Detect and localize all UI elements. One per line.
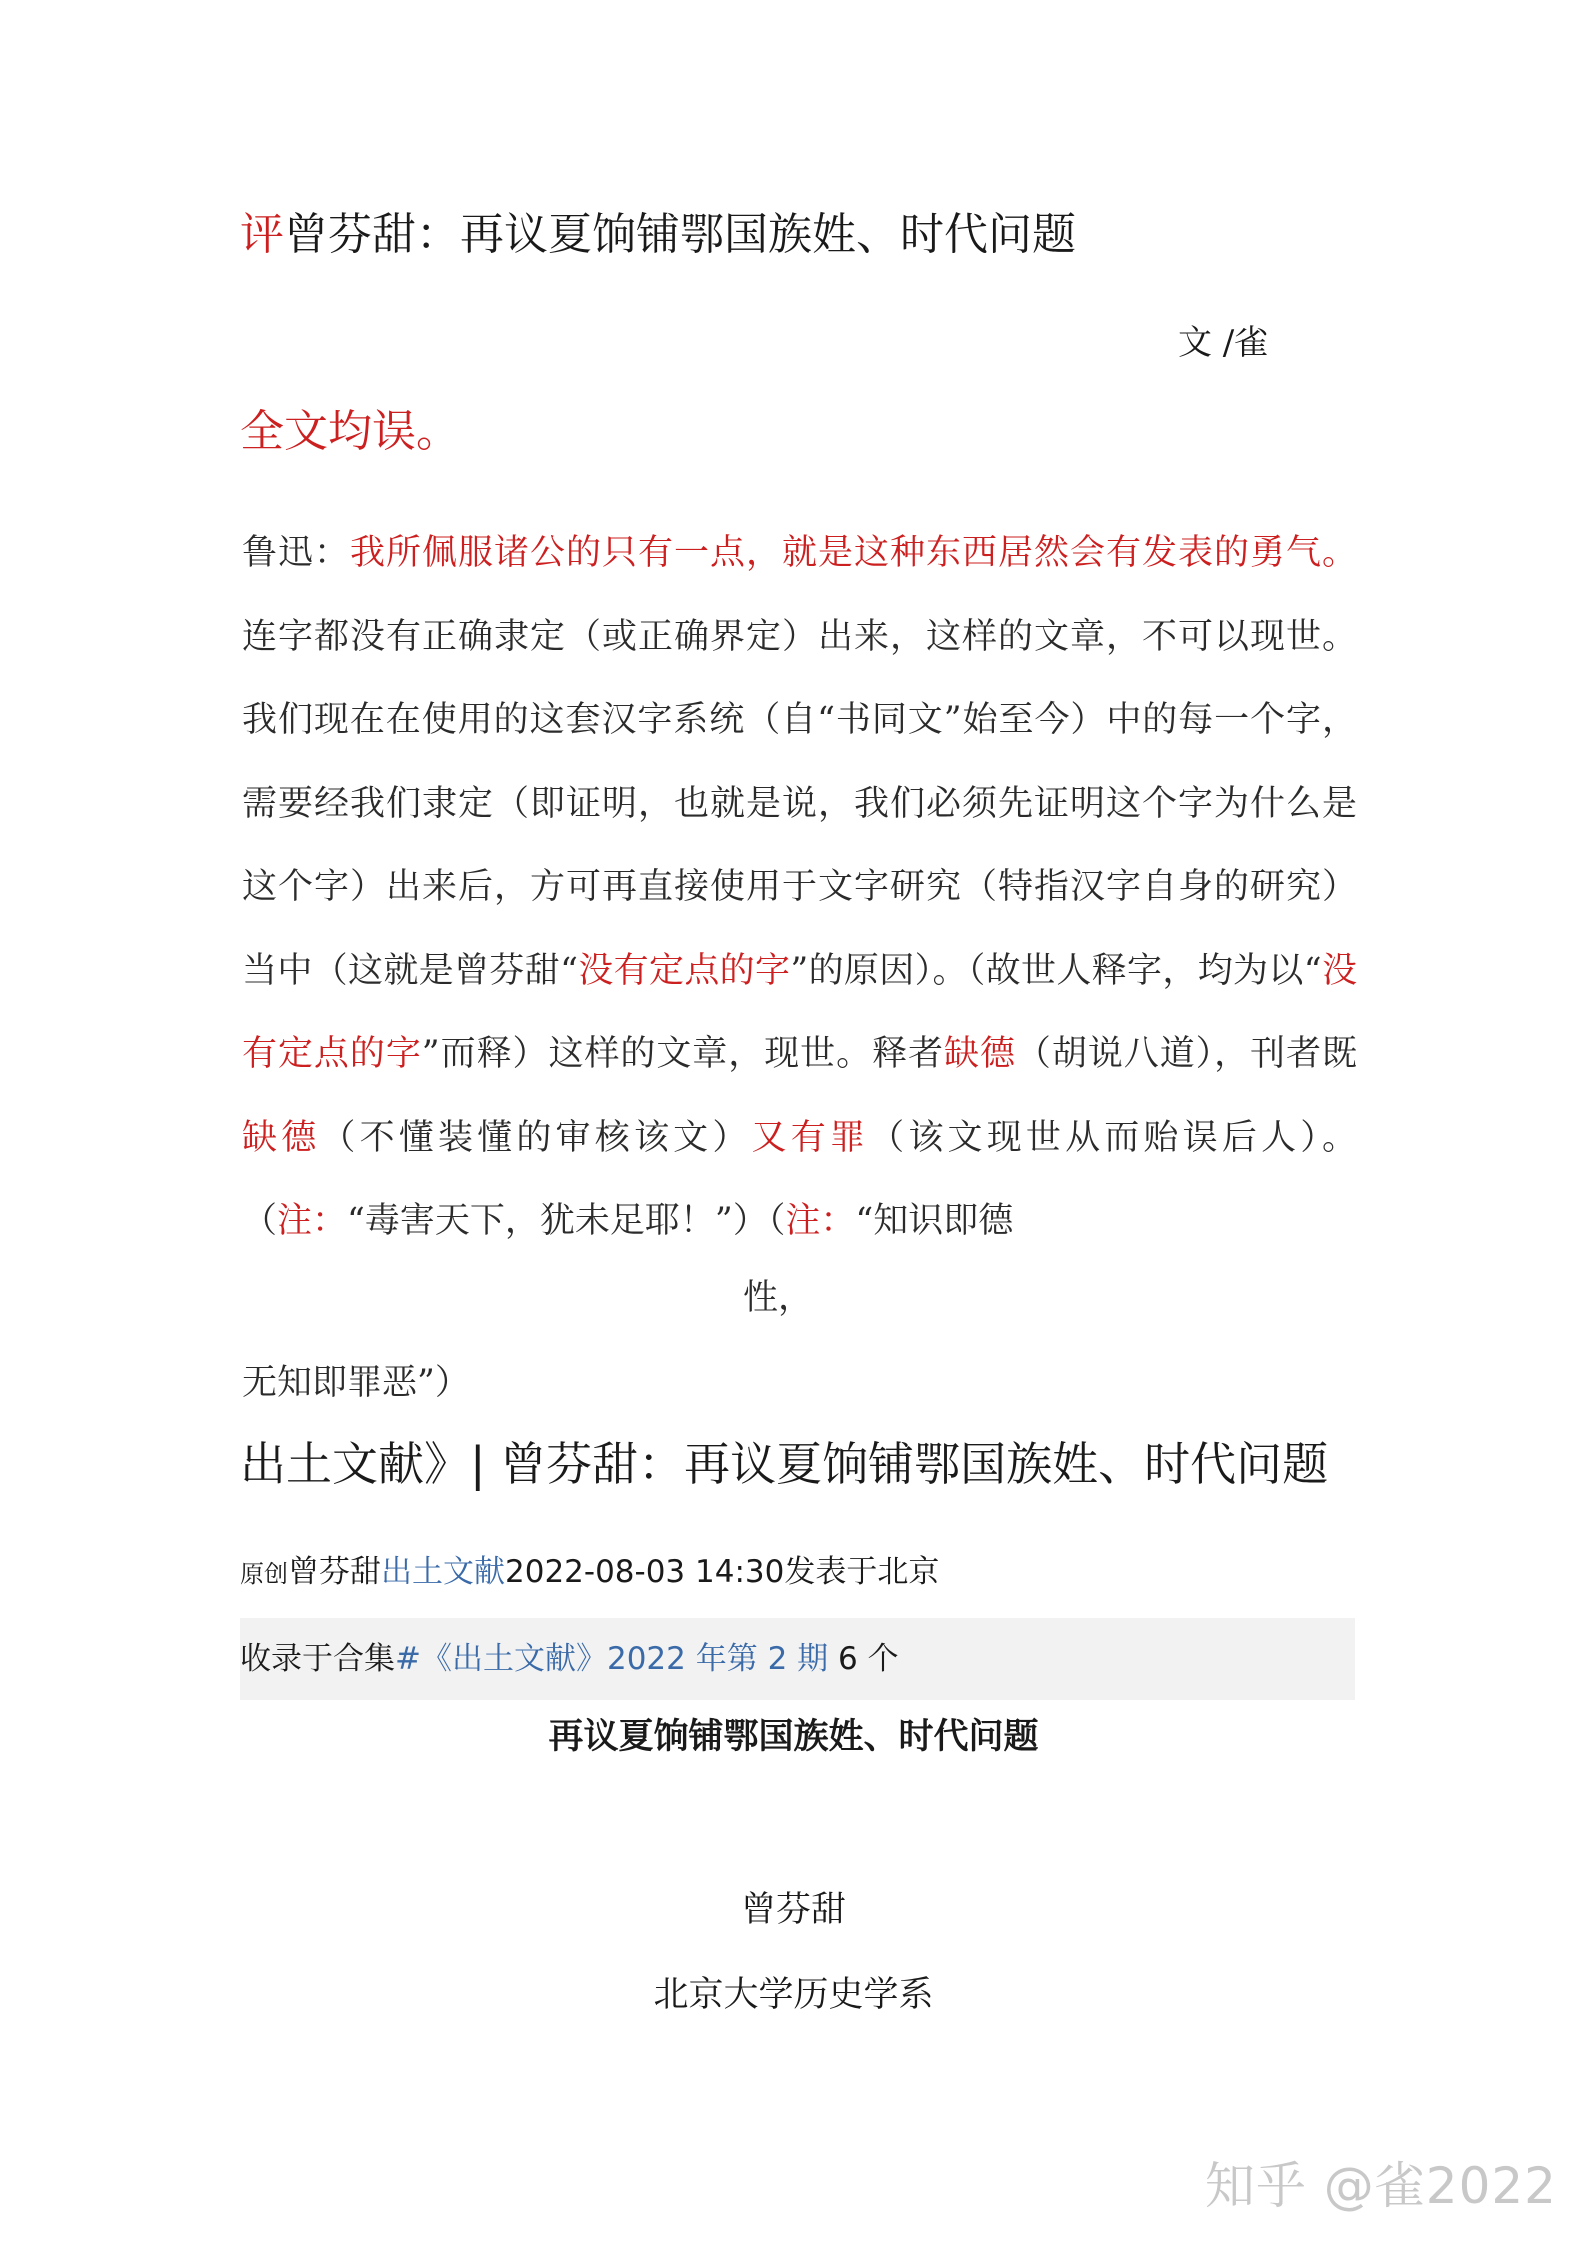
body-segment: （该文现世从而贻误后人）。（ [242,1117,1357,1241]
article-title: 出土文献》| 曾芬甜：再议夏饷铺鄂国族姓、时代问题 [240,1437,1329,1491]
review-title-prefix: 评 [240,209,284,260]
body-last-line: 性， [742,1278,813,1318]
collection-label: 收录于合集 [240,1641,395,1677]
review-body [242,512,1357,1264]
body-segment: （不懂装懂的审核该文） [320,1117,752,1158]
highlight-phrase: 缺德 [242,1117,321,1158]
highlight-phrase: 又有罪 [751,1117,870,1158]
body-tail: 无知即罪恶”） [242,1363,470,1403]
collection-count: 6 个 [838,1641,899,1677]
highlight-phrase: 没有定点的字 [242,950,1357,1074]
original-badge: 原创 [240,1560,288,1588]
collection-bar [240,1618,1355,1700]
body-segment: 连字都没有正确隶定（或正确界定）出来，这样的文章，不可以现世。我们现在在使用的这套汉字系统（自“书同文”始至今）中的每一个字，需要经我们隶定（即证明，也就是说，我们必须先证明这个字为什么是这个字）出来后，方可再直接使用于文字研究（特指汉字自身的研究）当中（这就是曾芬甜“ [242,616,1357,991]
review-title-rest: 曾芬甜：再议夏饷铺鄂国族姓、时代问题 [284,209,1076,260]
article-heading: 再议夏饷铺鄂国族姓、时代问题 [548,1717,1039,1757]
review-title [240,205,1076,265]
byline: 文 /雀 [1178,323,1269,363]
body-segment: “毒害天下，犹未足耶！”）（ [347,1201,786,1241]
meta-datetime: 2022-08-03 14:30 [505,1554,785,1590]
note-label: 注： [277,1201,348,1241]
body-segment: （胡说八道），刊者既 [1015,1034,1357,1074]
meta-location: 发表于北京 [784,1554,940,1590]
highlight-phrase: 缺德 [943,1034,1016,1074]
source-link[interactable]: 出土文献 [381,1554,505,1590]
collection-link[interactable]: #《出土文献》2022 年第 2 期 [395,1641,829,1677]
meta-author: 曾芬甜 [288,1554,381,1590]
author-affiliation: 北京大学历史学系 [653,1975,934,2015]
lu-xun-quote: 我所佩服诸公的只有一点，就是这种东西居然会有发表的勇气。 [350,533,1357,573]
quote-attribution: 鲁迅： [242,533,350,573]
verdict: 全文均误。 [240,406,460,457]
body-segment: “知识即德 [855,1201,1014,1241]
body-segment: ”而释）这样的文章，现世。释者 [421,1034,944,1074]
article-meta [240,1550,939,1596]
article-author: 曾芬甜 [740,1890,846,1930]
note-label: 注： [785,1201,856,1241]
body-segment: ”的原因）。（故世人释字，均为以“ [790,950,1322,991]
highlight-phrase: 没有定点的字 [577,950,791,991]
zhihu-watermark: 知乎 @雀2022 [1204,2157,1557,2215]
